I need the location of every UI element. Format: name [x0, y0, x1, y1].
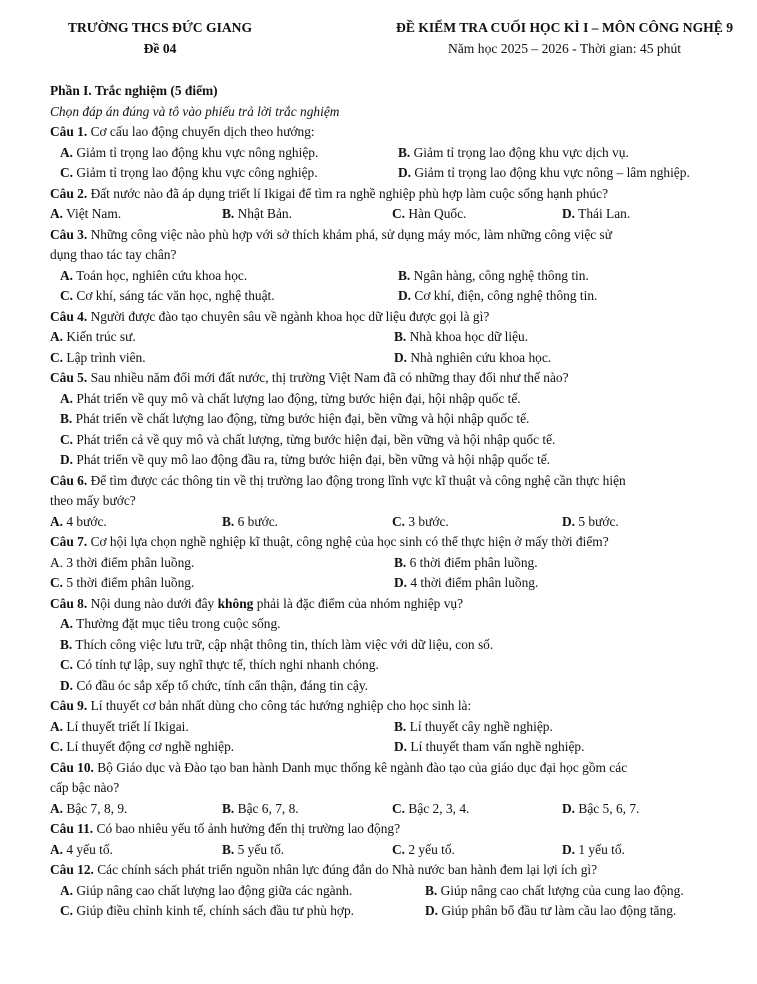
option-a: A. Giúp nâng cao chất lượng lao động giữa các ngành.	[60, 882, 353, 898]
option-c: C. 3 bước.	[392, 513, 449, 529]
question-text: Cơ cấu lao động chuyển dịch theo hướng:	[87, 124, 315, 139]
option-a: A. Lí thuyết triết lí Ikigai.	[50, 718, 189, 734]
option-a: A. Toán học, nghiên cứu khoa học.	[60, 267, 248, 283]
question-text: Những công việc nào phù hợp với sở thích khám phá, sử dụng máy móc, làm những công việc sử	[87, 226, 613, 242]
option-d: D. Cơ khí, điện, công nghệ thông tin.	[398, 288, 598, 303]
option-c: C. Lí thuyết động cơ nghề nghiệp.	[50, 739, 235, 754]
option-b: B. Nhật Bản.	[222, 206, 292, 221]
option-d: D. Bậc 5, 6, 7.	[562, 800, 640, 816]
option-d: D. Lí thuyết tham vấn nghề nghiệp.	[394, 739, 585, 754]
option-a: A. Giảm tỉ trọng lao động khu vực nông nghiệp.	[60, 144, 319, 160]
option-a: A. Bậc 7, 8, 9.	[50, 800, 128, 816]
options-7	[50, 553, 735, 594]
school-name: TRƯỜNG THCS ĐỨC GIANG	[67, 20, 253, 35]
question-3-cont: dụng thao tác tay chân?	[50, 247, 177, 262]
options-2	[50, 204, 735, 225]
exam-subtitle: Năm học 2025 – 2026 - Thời gian: 45 phút	[447, 40, 682, 56]
question-10-cont: cấp bậc nào?	[50, 780, 120, 795]
options-6	[50, 512, 735, 533]
option-c: C. Hàn Quốc.	[392, 206, 467, 221]
options-11	[50, 840, 735, 861]
question-10	[50, 758, 735, 779]
question-number: Câu 8.	[50, 595, 88, 611]
question-6	[50, 471, 735, 492]
option-a: A. 3 thời điểm phân luồng.	[50, 554, 195, 570]
option-c: C. Cơ khí, sáng tác văn học, nghệ thuật.	[60, 288, 275, 303]
options-8	[50, 614, 735, 696]
question-number: Câu 6.	[50, 472, 88, 488]
option-c: C. Giảm tỉ trọng lao động khu vực công nghiệp.	[60, 165, 318, 180]
option-d: D. 1 yếu tố.	[562, 841, 625, 857]
question-11	[50, 819, 735, 840]
header-left	[50, 18, 270, 59]
option-b: B. 6 bước.	[222, 513, 279, 529]
question-number: Câu 3.	[50, 226, 88, 242]
question-8	[50, 594, 735, 615]
question-number: Câu 12.	[50, 862, 94, 877]
header-right	[396, 18, 735, 59]
question-text: Đất nước nào đã áp dụng triết lí Ikigai để tìm ra nghề nghiệp phù hợp làm cuộc sống hạnh phúc?	[87, 185, 609, 201]
question-number: Câu 1.	[50, 124, 88, 139]
options-3	[50, 266, 735, 307]
option-a: A. 4 yếu tố.	[50, 841, 113, 857]
option-b: B. Ngân hàng, công nghệ thông tin.	[398, 267, 589, 283]
option-c: C. Lập trình viên.	[50, 349, 146, 365]
options-1	[50, 143, 735, 184]
exam-title: ĐỀ KIỂM TRA CUỐI HỌC KÌ I – MÔN CÔNG NGHỆ 9	[396, 20, 733, 35]
question-text: Nội dung nào dưới đây	[87, 595, 218, 611]
question-emphasis: không	[217, 595, 254, 611]
options-12	[50, 881, 735, 922]
option-d: D. Thái Lan.	[562, 206, 631, 221]
option-b: B. Giảm tỉ trọng lao động khu vực dịch vụ.	[398, 144, 629, 160]
question-5	[50, 368, 735, 389]
section-instruction: Chọn đáp án đúng và tô vào phiếu trả lời trắc nghiệm	[50, 103, 340, 119]
question-number: Câu 5.	[50, 370, 88, 385]
section-title: Phần I. Trắc nghiệm (5 điểm)	[50, 83, 218, 98]
option-d: D. Giảm tỉ trọng lao động khu vực nông – lâm nghiệp.	[398, 165, 690, 180]
option-c: C. Có tính tự lập, suy nghĩ thực tế, thích nghi nhanh chóng.	[60, 657, 379, 672]
option-d: D. Có đầu óc sắp xếp tổ chức, tính cẩn thận, đáng tin cậy.	[60, 677, 368, 693]
question-2	[50, 184, 735, 205]
option-c: C. 2 yếu tố.	[392, 841, 455, 857]
option-c: C. Bậc 2, 3, 4.	[392, 800, 470, 816]
question-text-end: phải là đặc điểm của nhóm nghiệp vụ?	[253, 595, 464, 611]
question-number: Câu 7.	[50, 534, 88, 549]
question-number: Câu 4.	[50, 308, 88, 324]
question-text: Lí thuyết cơ bản nhất dùng cho công tác hướng nghiệp cho học sinh là:	[87, 698, 472, 713]
option-d: D. 4 thời điểm phân luồng.	[394, 575, 539, 590]
question-text: Để tìm được các thông tin về thị trường lao động trong lĩnh vực kĩ thuật và công nghệ cần thực hiện	[87, 472, 626, 488]
option-b: B. Nhà khoa học dữ liệu.	[394, 329, 529, 344]
question-text: Có bao nhiêu yếu tố ảnh hưởng đến thị trường lao động?	[93, 821, 401, 836]
option-c: C. Giúp điều chỉnh kinh tế, chính sách đầu tư phù hợp.	[60, 903, 355, 918]
options-9	[50, 717, 735, 758]
question-number: Câu 10.	[50, 759, 94, 775]
question-text: Các chính sách phát triển nguồn nhân lực đúng đắn do Nhà nước ban hành đem lại lợi ích gì?	[93, 862, 598, 877]
question-text: Người được đào tạo chuyên sâu về ngành khoa học dữ liệu được gọi là gì?	[87, 308, 490, 324]
option-d: D. Giúp phân bổ đầu tư làm cầu lao động tăng.	[425, 903, 677, 918]
option-d: D. Phát triển về quy mô lao động đầu ra, từng bước hiện đại, bền vững và hội nhập quốc tế.	[60, 452, 551, 467]
option-b: B. Lí thuyết cây nghề nghiệp.	[394, 718, 553, 734]
option-b: B. Phát triển về chất lượng lao động, từng bước hiện đại, bền vững và hội nhập quốc tế.	[60, 411, 530, 426]
question-7	[50, 532, 735, 553]
question-1	[50, 122, 735, 143]
option-b: B. 6 thời điểm phân luồng.	[394, 554, 538, 570]
exam-code: Đề 04	[143, 40, 177, 56]
question-number: Câu 2.	[50, 185, 88, 201]
option-d: D. 5 bước.	[562, 513, 619, 529]
options-5	[50, 389, 735, 471]
option-a: A. Kiến trúc sư.	[50, 329, 136, 344]
option-b: B. Bậc 6, 7, 8.	[222, 800, 299, 816]
option-b: B. 5 yếu tố.	[222, 841, 285, 857]
question-text: Sau nhiều năm đổi mới đất nước, thị trường Việt Nam đã có những thay đổi như thế nào?	[87, 370, 569, 385]
question-12	[50, 860, 735, 881]
question-3	[50, 225, 735, 246]
question-4	[50, 307, 735, 328]
option-a: A. Thường đặt mục tiêu trong cuộc sống.	[60, 616, 281, 631]
question-number: Câu 9.	[50, 698, 88, 713]
question-text: Bộ Giáo dục và Đào tạo ban hành Danh mục thống kê ngành đào tạo của giáo dục đại học gồm các	[93, 759, 628, 775]
option-a: A. 4 bước.	[50, 513, 107, 529]
option-b: B. Giúp nâng cao chất lượng của cung lao động.	[425, 882, 684, 898]
option-b: B. Thích công việc lưu trữ, cập nhật thông tin, thích làm việc với dữ liệu, con số.	[60, 636, 494, 652]
header	[50, 18, 735, 59]
option-a: A. Phát triển về quy mô và chất lượng lao động, từng bước hiện đại, hội nhập quốc tế.	[60, 390, 521, 406]
question-text: Cơ hội lựa chọn nghề nghiệp kĩ thuật, công nghệ của học sinh có thể thực hiện ở mấy thời điểm?	[87, 534, 609, 549]
options-4	[50, 327, 735, 368]
question-9	[50, 696, 735, 717]
options-10	[50, 799, 735, 820]
option-a: A. Việt Nam.	[50, 206, 122, 221]
option-c: C. 5 thời điểm phân luồng.	[50, 575, 195, 590]
option-c: C. Phát triển cả về quy mô và chất lượng, từng bước hiện đại, bền vững và hội nhập quốc tế.	[60, 431, 556, 447]
option-d: D. Nhà nghiên cứu khoa học.	[394, 349, 552, 365]
question-6-cont: theo mấy bước?	[50, 493, 136, 508]
question-number: Câu 11.	[50, 821, 94, 836]
